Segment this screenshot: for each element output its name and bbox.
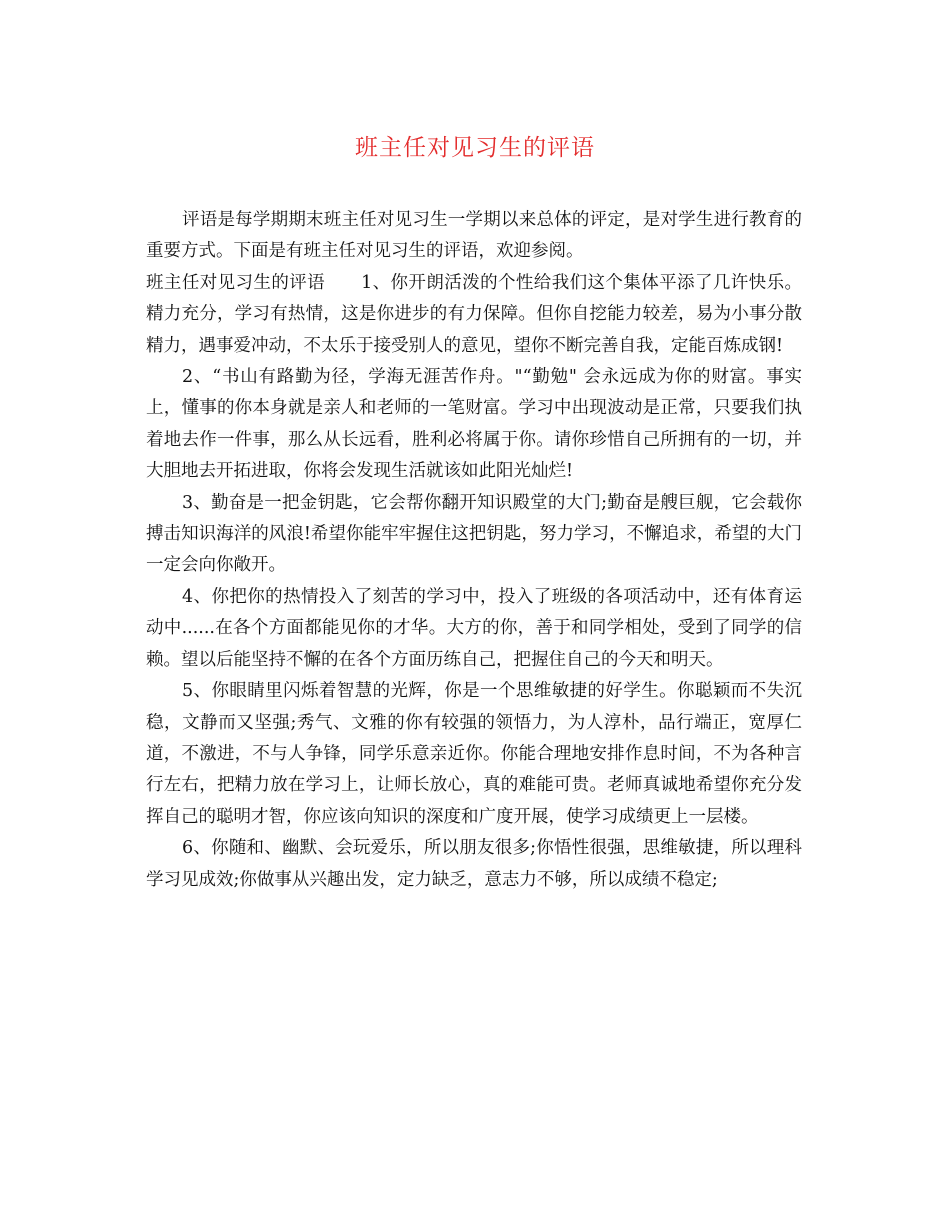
comment-paragraph-3: 3、勤奋是一把金钥匙，它会帮你翻开知识殿堂的大门;勤奋是艘巨舰，它会载你搏击知识海洋的风浪!希望你能牢牢握住这把钥匙，努力学习，不懈追求，希望的大门一定会向你敞开。 xyxy=(146,492,802,576)
comment-paragraph-2: 2、“书山有路勤为径，学海无涯苦作舟。"“勤勉" 会永远成为你的财富。事实上，懂事的你本身就是亲人和老师的一笔财富。学习中出现波动是正常，只要我们执着地去作一件事，那么从长远看，胜利必将属于你。请你珍惜自己所拥有的一切，并大胆地去开拓进取，你将会发现生活就该如此阳光灿烂! xyxy=(146,367,802,482)
comment-text-1: 1、你开朗活泼的个性给我们这个集体平添了几许快乐。精力充分，学习有热情，这是你进步的有力保障。但你自挖能力较差，易为小事分散精力，遇事爱冲动，不太乐于接受别人的意见，望你不断完善自我，定能百炼成钢! xyxy=(146,272,802,356)
comment-paragraph-4: 4、你把你的热情投入了刻苦的学习中，投入了班级的各项活动中，还有体育运动中......在各个方面都能见你的才华。大方的你，善于和同学相处，受到了同学的信赖。望以后能坚持不懈的在各个方面历练自己，把握住自己的今天和明天。 xyxy=(146,586,802,670)
comment-paragraph-6: 6、你随和、幽默、会玩爱乐，所以朋友很多;你悟性很强，思维敏捷，所以理科学习见成效;你做事从兴趣出发，定力缺乏，意志力不够，所以成绩不稳定; xyxy=(146,838,802,890)
document-title: 班主任对见习生的评语 xyxy=(355,135,595,161)
intro-paragraph: 评语是每学期期末班主任对见习生一学期以来总体的评定，是对学生进行教育的重要方式。下面是有班主任对见习生的评语，欢迎参阅。 xyxy=(146,210,802,262)
section-heading: 班主任对见习生的评语 xyxy=(146,272,326,293)
comment-paragraph-1 xyxy=(146,268,802,362)
comment-paragraph-5: 5、你眼睛里闪烁着智慧的光辉，你是一个思维敏捷的好学生。你聪颖而不失沉稳，文静而又坚强;秀气、文雅的你有较强的领悟力，为人淳朴，品行端正，宽厚仁道，不激进，不与人争锋，同学乐意亲近你。你能合理地安排作息时间，不为各种言行左右，把精力放在学习上，让师长放心，真的难能可贵。老师真诚地希望你充分发挥自己的聪明才智，你应该向知识的深度和广度开展，使学习成绩更上一层楼。 xyxy=(146,681,802,827)
document-body xyxy=(146,205,802,896)
